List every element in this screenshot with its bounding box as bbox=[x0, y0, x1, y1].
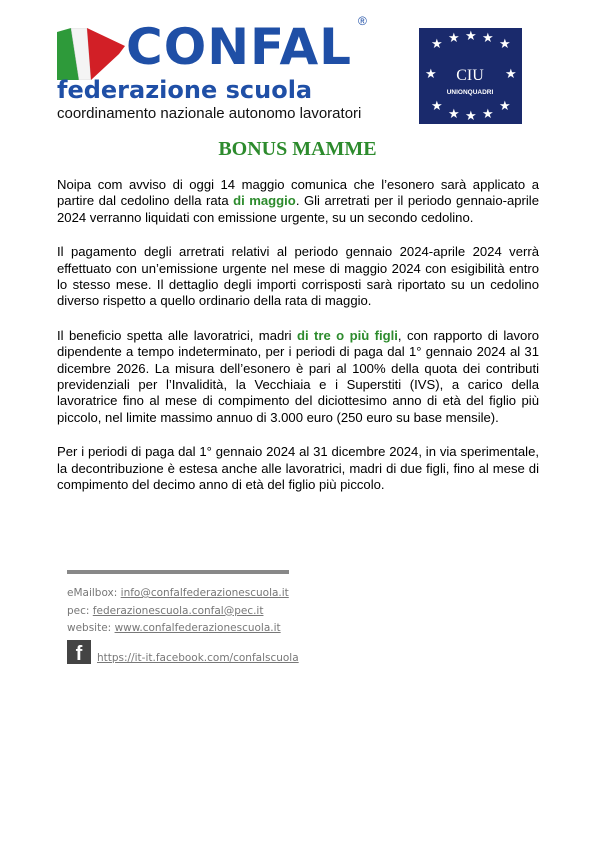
letterhead bbox=[0, 0, 595, 130]
email-row: eMailbox: info@confalfederazionescuola.it bbox=[67, 587, 289, 599]
svg-text:★: ★ bbox=[448, 107, 460, 122]
pec-link[interactable]: federazionescuola.confal@pec.it bbox=[92, 604, 264, 617]
facebook-row bbox=[67, 640, 299, 664]
brand-tagline: coordinamento nazionale autonomo lavoratori bbox=[57, 105, 362, 122]
highlight-maggio: di maggio bbox=[233, 193, 296, 209]
facebook-link[interactable]: https://it-it.facebook.com/confalscuola bbox=[97, 652, 299, 664]
ciu-acronym: CIU bbox=[456, 67, 484, 84]
highlight-tre-figli: di tre o più figli bbox=[296, 327, 398, 343]
svg-text:★: ★ bbox=[465, 29, 477, 44]
ciu-name: UNIONQUADRI bbox=[446, 89, 494, 96]
pec-row: pec: federazionescuola.confal@pec.it bbox=[67, 604, 264, 617]
registered-mark: ® bbox=[358, 14, 367, 28]
svg-text:★: ★ bbox=[482, 107, 494, 122]
document-title: BONUS MAMME bbox=[218, 138, 377, 160]
email-link[interactable]: info@confalfederazionescuola.it bbox=[120, 587, 289, 599]
svg-text:★: ★ bbox=[499, 37, 511, 52]
svg-text:★: ★ bbox=[448, 31, 460, 46]
svg-text:★: ★ bbox=[465, 109, 477, 124]
paragraph-2: Il pagamento degli arretrati relativi al periodo gennaio 2024-aprile 2024 verrà effettuato con un’emissione urgente nel mese di maggio 2024 con esigibilità entro lo stesso mese. Il dettaglio degli importi corrisposti sarà riportato su un cedolino diverso rispetto a quello ordinario della rata di maggio. bbox=[57, 244, 539, 309]
brand-name: CONFAL bbox=[126, 18, 353, 76]
paragraph-3: Il beneficio spetta alle lavoratrici, madri di tre o più figli, con rapporto di lavoro dipendente a tempo indeterminato, per i periodi di paga dal 1° gennaio 2024 al 31 dicembre 2026. La misura dell’esonero è pari al 100% della quota dei contributi previdenziali per l’Invalidità, la Vecchiaia e i Superstiti (IVS), a carico della lavoratrice fino al mese di compimento del diciottesimo anno di età del figlio più piccolo, nel limite massimo annuo di 3.000 euro (250 euro su base mensile). bbox=[57, 327, 539, 425]
svg-text:★: ★ bbox=[499, 99, 511, 114]
svg-text:★: ★ bbox=[425, 67, 437, 82]
ciu-unionquadri-logo bbox=[419, 28, 522, 124]
svg-text:★: ★ bbox=[431, 37, 443, 52]
website-row: website: www.confalfederazionescuola.it bbox=[67, 622, 281, 634]
footer-contacts bbox=[67, 585, 289, 638]
document-body bbox=[57, 177, 539, 512]
footer-divider bbox=[67, 570, 289, 574]
svg-text:★: ★ bbox=[431, 99, 443, 114]
paragraph-4: Per i periodi di paga dal 1° gennaio 2024 al 31 dicembre 2024, in via sperimentale, la decontribuzione è estesa anche alle lavoratrici, madri di due figli, fino al mese di compimento del decimo anno di età del figlio più piccolo. bbox=[57, 444, 539, 493]
paragraph-1: Noipa com avviso di oggi 14 maggio comunica che l’esonero sarà applicato a partire dal cedolino della rata di maggio. Gli arretrati per il periodo gennaio-aprile 2024 verranno liquidati con emissione urgente, su un secondo cedolino. bbox=[57, 177, 539, 225]
brand-subtitle: federazione scuola bbox=[57, 76, 313, 104]
website-link[interactable]: www.confalfederazionescuola.it bbox=[114, 622, 281, 634]
italian-flag-logo bbox=[57, 28, 125, 80]
facebook-icon[interactable]: f bbox=[67, 640, 91, 664]
svg-text:★: ★ bbox=[505, 67, 517, 82]
svg-text:★: ★ bbox=[482, 31, 494, 46]
